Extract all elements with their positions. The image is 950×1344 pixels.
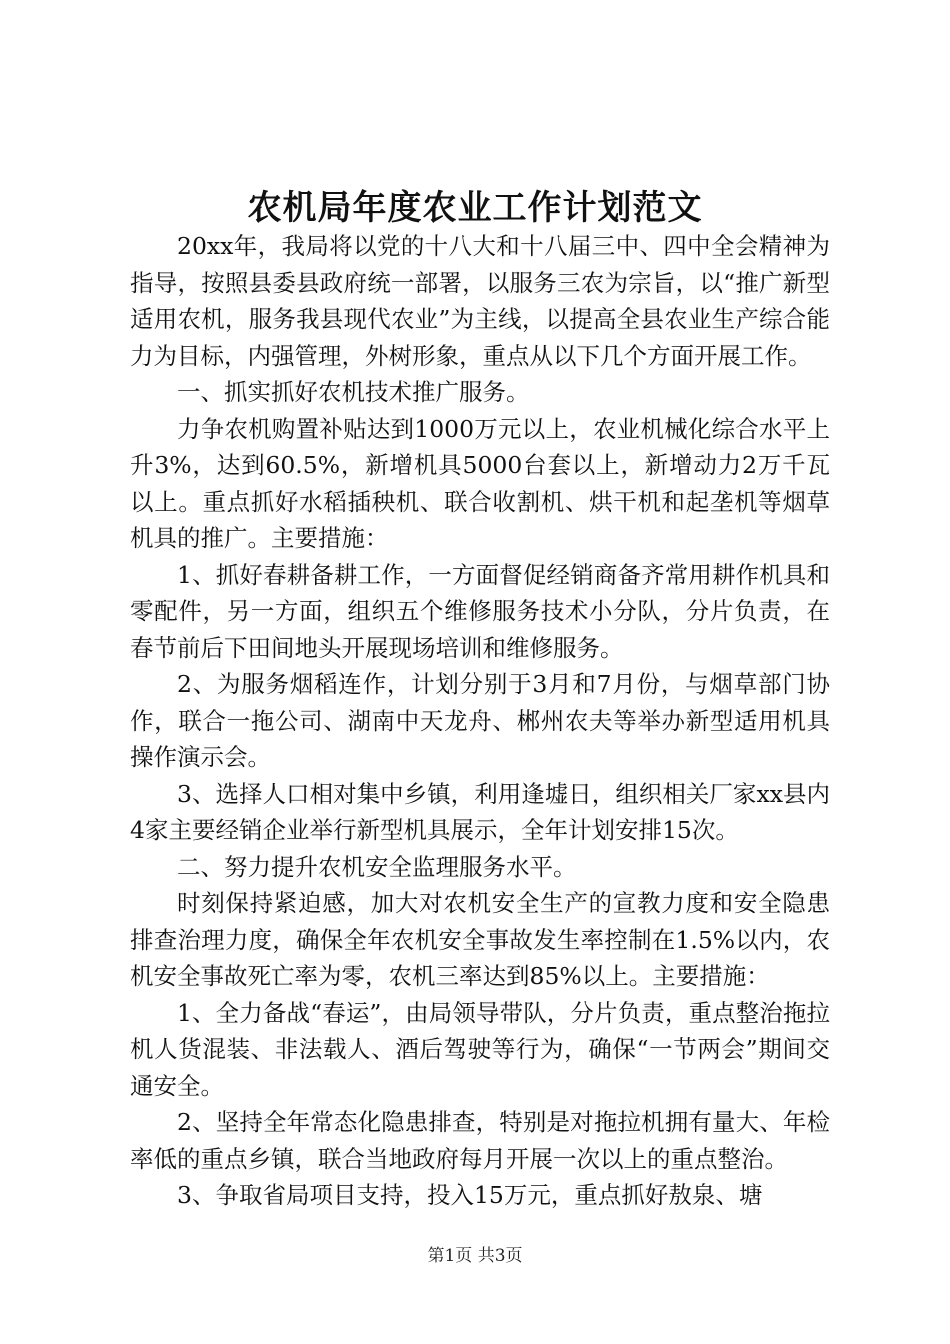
section-2-summary: 时刻保持紧迫感，加大对农机安全生产的宣教力度和安全隐患排查治理力度，确保全年农机安全事故发生率控制在1.5%以内，农机安全事故死亡率为零，农机三率达到85%以上。主要措施： bbox=[130, 889, 830, 990]
section-1-summary: 力争农机购置补贴达到1000万元以上，农业机械化综合水平上升3%，达到60.5%，新增机具5000台套以上，新增动力2万千瓦以上。重点抓好水稻插秧机、联合收割机、烘干机和起垄机等烟草机具的推广。主要措施： bbox=[130, 414, 830, 552]
section-heading-1: 一、抓实抓好农机技术推广服务。 bbox=[177, 378, 530, 406]
section-heading-2: 二、努力提升农机安全监理服务水平。 bbox=[177, 852, 577, 881]
section-2-item-3: 3、争取省局项目支持，投入15万元，重点抓好敖泉、塘 bbox=[177, 1181, 763, 1209]
section-2-item-2: 2、坚持全年常态化隐患排查，特别是对拖拉机拥有量大、年检率低的重点乡镇，联合当地政府每月开展一次以上的重点整治。 bbox=[130, 1108, 830, 1173]
section-1-item-2: 2、为服务烟稻连作，计划分别于3月和7月份，与烟草部门协作，联合一拖公司、湖南中天龙舟、郴州农夫等举办新型适用机具操作演示会。 bbox=[130, 670, 830, 771]
page-number-footer: 第1页 共3页 bbox=[427, 1246, 523, 1266]
section-2-item-1: 1、全力备战“春运”，由局领导带队，分片负责，重点整治拖拉机人货混装、非法载人、酒后驾驶等行为，确保“一节两会”期间交通安全。 bbox=[130, 998, 830, 1100]
document-body bbox=[130, 228, 830, 1214]
intro-paragraph: 20xx年，我局将以党的十八大和十八届三中、四中全会精神为指导，按照县委县政府统一部署，以服务三农为宗旨，以“推广新型适用农机，服务我县现代农业”为主线，以提高全县农业生产综合能力为目标，内强管理，外树形象，重点从以下几个方面开展工作。 bbox=[130, 232, 830, 370]
section-1-item-3: 3、选择人口相对集中乡镇，利用逢墟日，组织相关厂家xx县内4家主要经销企业举行新型机具展示，全年计划安排15次。 bbox=[130, 779, 830, 844]
document-title: 农机局年度农业工作计划范文 bbox=[247, 188, 703, 228]
section-1-item-1: 1、抓好春耕备耕工作，一方面督促经销商备齐常用耕作机具和零配件，另一方面，组织五个维修服务技术小分队，分片负责，在春节前后下田间地头开展现场培训和维修服务。 bbox=[130, 560, 830, 662]
